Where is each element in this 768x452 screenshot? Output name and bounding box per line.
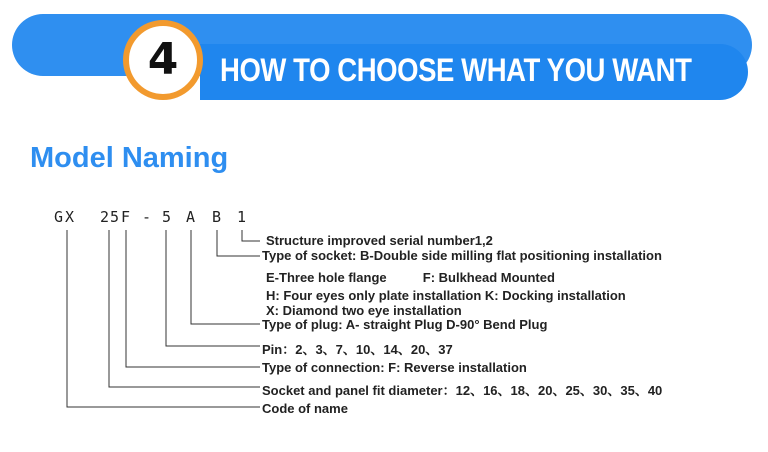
code-char-g: G	[54, 208, 64, 226]
line-structure	[242, 230, 260, 241]
code-char-f: F	[121, 208, 131, 226]
line-pin	[166, 230, 260, 346]
header-title: HOW TO CHOOSE WHAT YOU WANT	[220, 52, 692, 88]
desc-socket-x: X: Diamond two eye installation	[266, 303, 462, 318]
code-char-1: 1	[237, 208, 247, 226]
code-char-x: X	[65, 208, 75, 226]
line-diameter	[109, 230, 260, 387]
desc-plug-type: Type of plug: A- straight Plug D-90° Bend Plug	[262, 317, 548, 332]
desc-socket-h-k: H: Four eyes only plate installation K: Docking installation	[266, 288, 626, 303]
desc-socket-e-f: E-Three hole flange F: Bulkhead Mounted	[266, 270, 555, 285]
code-char-dash: -	[142, 208, 152, 226]
code-char-5: 5	[110, 208, 120, 226]
line-socket	[217, 230, 260, 256]
section-title: Model Naming	[30, 142, 229, 174]
desc-pin: Pin：2、3、7、10、14、20、37	[262, 342, 453, 357]
line-code	[67, 230, 260, 407]
code-char-a: A	[186, 208, 196, 226]
step-number: 4	[147, 34, 179, 85]
code-char-2: 2	[100, 208, 110, 226]
desc-socket-type: Type of socket: B-Double side milling flat positioning installation	[262, 248, 662, 263]
code-char-pin: 5	[162, 208, 172, 226]
code-char-b: B	[212, 208, 222, 226]
desc-structure: Structure improved serial number1,2	[266, 233, 493, 248]
desc-diameter: Socket and panel fit diameter：12、16、18、20、25、30、35、40	[262, 383, 663, 398]
line-plug	[191, 230, 260, 324]
desc-connection: Type of connection: F: Reverse installation	[262, 360, 527, 375]
desc-code-name: Code of name	[262, 401, 348, 416]
